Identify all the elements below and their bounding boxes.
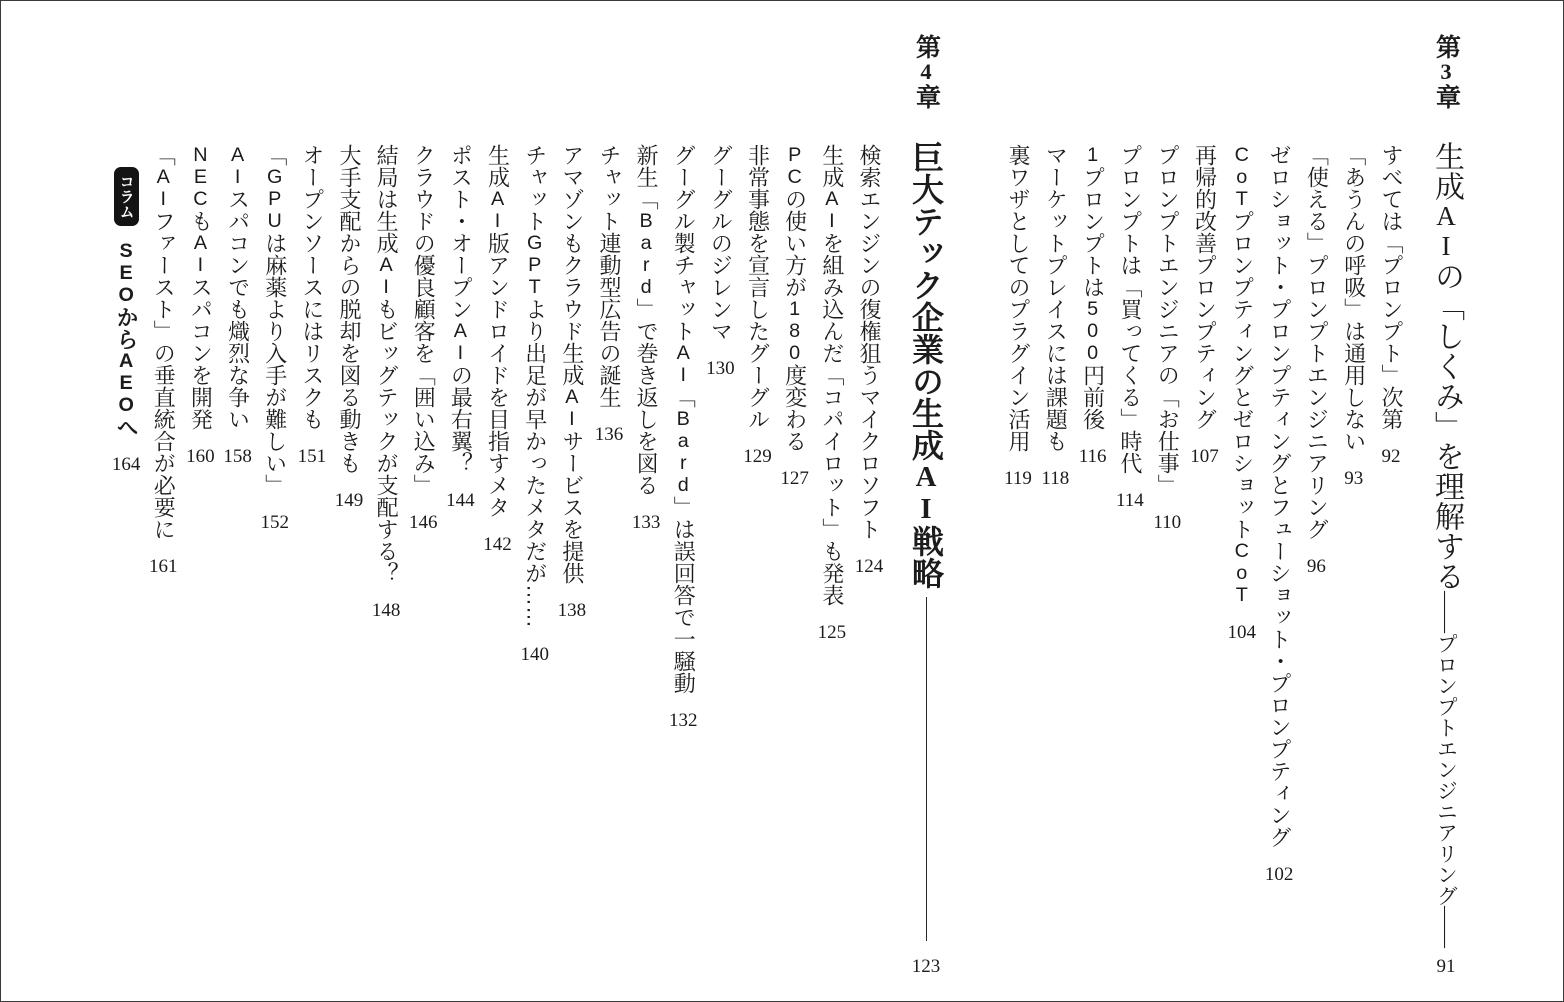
upright-run: AI: [1431, 201, 1461, 261]
entry-page-number: 133: [631, 512, 661, 533]
chapter-page-number: 123: [911, 956, 941, 977]
upright-run: SEO: [115, 240, 138, 306]
column-entry: [108, 144, 145, 730]
entry-page-number: 161: [149, 556, 178, 577]
entry-title: 検索エンジンの復権狙うマイクロソフト: [856, 144, 882, 540]
upright-run: 180: [783, 298, 806, 364]
toc-entry: [405, 144, 442, 730]
upright-run: AI: [449, 320, 472, 364]
entry-title: 「あうんの呼吸」は通用しない: [1341, 144, 1367, 452]
upright-run: AEO: [115, 350, 138, 416]
toc-entry: [1223, 144, 1260, 884]
entry-title: 非常事態を宣言したグーグル: [745, 144, 771, 430]
column-title: SEOからAEOへ: [114, 240, 140, 438]
upright-run: PC: [783, 144, 806, 188]
toc-entry: [1372, 144, 1409, 884]
entry-page-number: 160: [186, 446, 215, 467]
chapter-title: 生成AIの「しくみ」を理解する: [1430, 141, 1463, 591]
toc-entry: [256, 144, 293, 730]
entry-title: ポスト・オープンAIの最右翼？: [448, 144, 474, 474]
entry-page-number: 93: [1344, 468, 1364, 489]
toc-entry: [293, 144, 330, 730]
entry-title: すべては「プロンプト」次第: [1378, 144, 1404, 430]
entry-page-number: 102: [1264, 864, 1294, 885]
entry-page-number: 129: [743, 446, 772, 467]
entry-title: マーケットプレイスには課題も: [1043, 144, 1069, 452]
entry-page-number: 136: [594, 424, 624, 445]
toc-entry: [850, 144, 887, 730]
entry-page-number: 138: [557, 600, 587, 621]
toc-entry: [813, 144, 850, 730]
entry-page-number: 151: [297, 446, 327, 467]
upright-run: 500: [1081, 298, 1104, 364]
entry-title: 大手支配からの脱却を図る動きも: [336, 144, 362, 474]
upright-run: 3: [1433, 59, 1459, 84]
toc-entry: [553, 144, 590, 730]
toc-entry: [1260, 144, 1297, 884]
toc-entry: [776, 144, 813, 730]
chapter-title: 巨大テック企業の生成AI戦略: [908, 141, 944, 589]
upright-run: AI: [820, 188, 843, 232]
toc-entry: [1298, 144, 1335, 884]
upright-run: GPT: [523, 232, 546, 298]
entry-title: 1プロンプトは500円前後: [1080, 144, 1106, 430]
entry-page-number: 132: [669, 710, 698, 731]
entry-page-number: 140: [520, 644, 549, 665]
chapter-label: 第3章: [1432, 34, 1460, 109]
entry-page-number: 107: [1190, 446, 1219, 467]
entry-title: 結局は生成AIもビッグテックが支配する？: [374, 144, 400, 584]
upright-run: AI: [672, 342, 695, 386]
entry-page-number: 124: [854, 556, 884, 577]
chapter-4-heading: [896, 34, 956, 941]
upright-run: 1: [1081, 144, 1104, 166]
entry-page-number: 158: [223, 446, 252, 467]
chapter-4-entries: [107, 144, 887, 730]
toc-entry: [1111, 144, 1148, 884]
toc-entry: [442, 144, 479, 730]
chapter-title-rule: [926, 597, 927, 941]
chapter-page-number: 91: [1436, 956, 1456, 977]
entry-title: 「使える」プロンプトエンジニアリング: [1304, 144, 1330, 540]
upright-run: Bard: [635, 210, 658, 298]
entry-title: オープンソースにはリスクも: [299, 144, 325, 430]
entry-page-number: 152: [260, 512, 289, 533]
entry-page-number: 149: [334, 490, 364, 511]
entry-title: プロンプトエンジニアの「お仕事」: [1155, 144, 1181, 496]
upright-run: AI: [910, 461, 942, 525]
entry-page-number: 119: [1004, 468, 1032, 489]
upright-run: AI: [189, 232, 212, 276]
upright-run: 4: [913, 59, 939, 84]
toc-entry: [702, 144, 739, 730]
entry-title: 「AIファースト」の垂直統合が必要に: [151, 144, 177, 540]
entry-page-number: 144: [446, 490, 475, 511]
entry-title: CoTプロンプティングとゼロショットCoT: [1229, 144, 1255, 606]
entry-title: ゼロショット・プロンプティングとフューショット・プロンプティング: [1267, 144, 1293, 848]
upright-run: AI: [375, 254, 398, 298]
toc-entry: [999, 144, 1036, 884]
entry-page-number: 127: [780, 468, 809, 489]
upright-run: AI: [152, 166, 175, 210]
entry-page-number: 104: [1227, 622, 1257, 643]
entry-page-number: 125: [817, 622, 847, 643]
toc-entry: [1186, 144, 1223, 884]
entry-page-number: 142: [483, 534, 512, 555]
toc-entry: [590, 144, 627, 730]
chapter-3-heading: [1416, 34, 1476, 948]
toc-entry: [1335, 144, 1372, 884]
entry-page-number: 118: [1041, 468, 1070, 489]
entry-title: 再帰的改善プロンプティング: [1192, 144, 1218, 430]
entry-page-number: 96: [1306, 556, 1326, 577]
toc-entry: [330, 144, 367, 730]
toc-entry: [145, 144, 182, 730]
toc-entry: [1074, 144, 1111, 884]
entry-title: グーグル製チャットAI「Bard」は誤回答で一騒動: [671, 144, 697, 694]
entry-title: 新生「Bard」で巻き返しを図る: [634, 144, 660, 496]
toc-entry: [1037, 144, 1074, 884]
toc-entry: [516, 144, 553, 730]
entry-title: 生成AIを組み込んだ「コパイロット」も発表: [819, 144, 845, 606]
entry-page-number: 116: [1078, 446, 1107, 467]
entry-page-number: 114: [1116, 490, 1144, 511]
chapter-subtitle: ——プロンプトエンジニアリング——: [1434, 591, 1459, 948]
toc-entry: [1149, 144, 1186, 884]
upright-run: AI: [486, 188, 509, 232]
column-page-number: 164: [111, 454, 141, 475]
toc-entry: [182, 144, 219, 730]
upright-run: CoT: [1230, 144, 1253, 210]
entry-page-number: 92: [1381, 446, 1401, 467]
entry-page-number: 130: [706, 358, 735, 379]
entry-title: 生成AI版アンドロイドを目指すメタ: [485, 144, 511, 518]
toc-entry: [628, 144, 665, 730]
toc-entry: [739, 144, 776, 730]
entry-title: クラウドの優良顧客を「囲い込み」: [411, 144, 437, 496]
toc-entry: [665, 144, 702, 730]
entry-title: 「GPUは麻薬より入手が難しい」: [262, 144, 288, 496]
toc-entry: [219, 144, 256, 730]
entry-title: プロンプトは「買ってくる」時代: [1117, 144, 1143, 474]
entry-page-number: 148: [371, 600, 401, 621]
entry-title: PCの使い方が180度変わる: [782, 144, 808, 452]
chapter-label: 第4章: [912, 34, 940, 109]
upright-run: Bard: [672, 408, 695, 496]
entry-title: チャット連動型広告の誕生: [596, 144, 622, 408]
entry-title: NECもAIスパコンを開発: [188, 144, 214, 430]
entry-title: アマゾンもクラウド生成AIサービスを提供: [559, 144, 585, 584]
entry-title: 裏ワザとしてのプラグイン活用: [1006, 144, 1032, 452]
entry-title: グーグルのジレンマ: [708, 144, 734, 342]
toc-entry: [479, 144, 516, 730]
toc-entry: [368, 144, 405, 730]
entry-page-number: 110: [1153, 512, 1182, 533]
entry-page-number: 146: [409, 512, 438, 533]
upright-run: CoT: [1230, 540, 1253, 606]
upright-run: AI: [226, 144, 249, 188]
chapter-3-entries: [999, 144, 1409, 884]
column-badge: コラム: [114, 167, 139, 226]
upright-run: AI: [560, 386, 583, 430]
upright-run: NEC: [189, 144, 212, 210]
entry-title: AIスパコンでも熾烈な争い: [225, 144, 251, 430]
upright-run: GPU: [263, 166, 286, 232]
entry-title: チャットGPTより出足が早かったメタだが……: [522, 144, 548, 628]
